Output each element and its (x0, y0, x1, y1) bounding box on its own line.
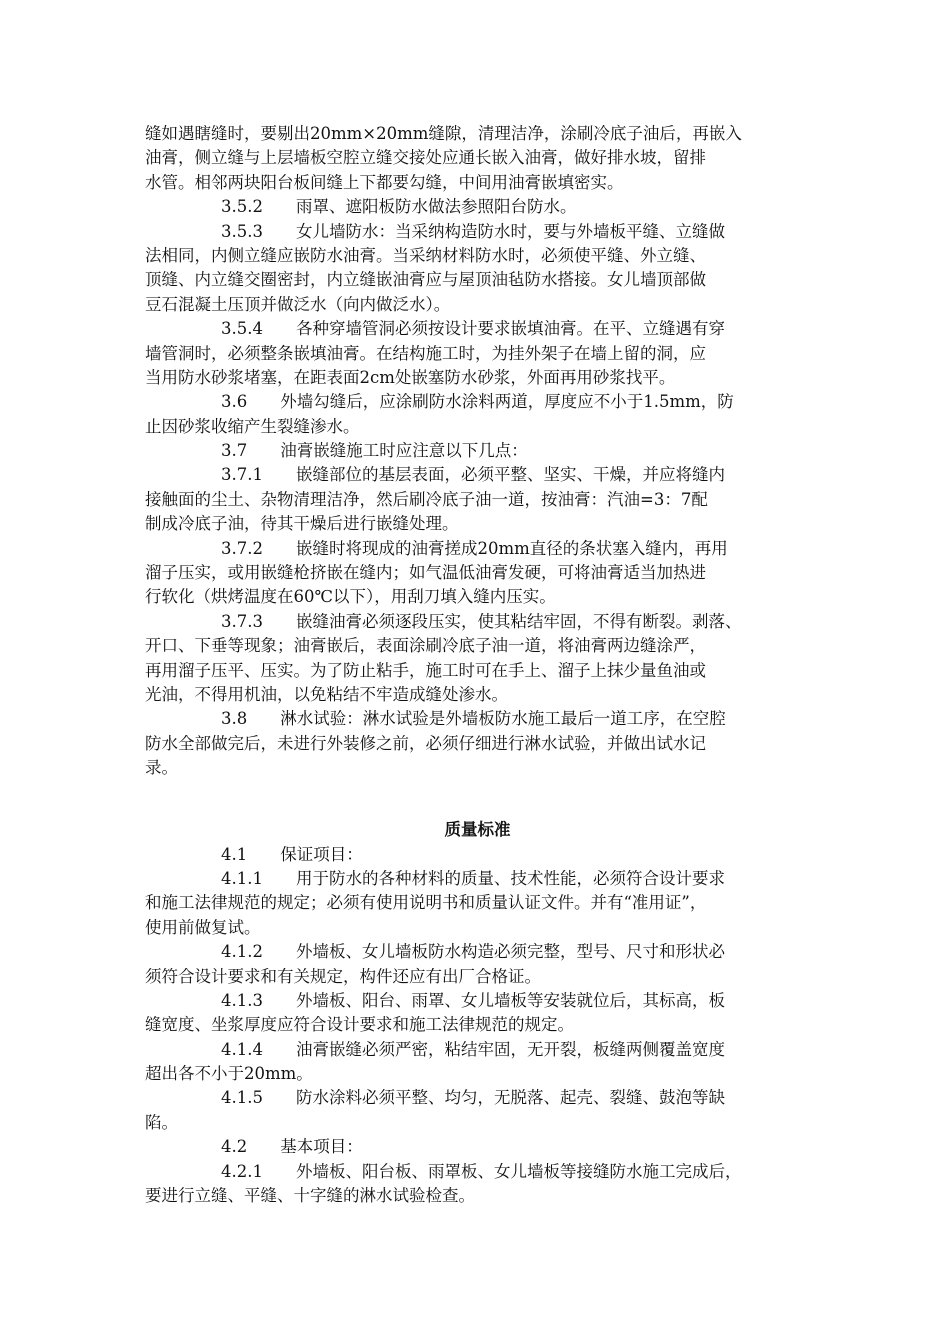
document-body (145, 122, 810, 1208)
paragraph-3-7 (145, 439, 810, 463)
text-line: 豆石混凝土压顶并做泛水（向内做泛水）。 (145, 294, 451, 314)
paragraph-3-5-2 (145, 195, 810, 219)
text-line: 4.2.1 外墙板、阳台板、雨罩板、女儿墙板等接缝防水施工完成后， (221, 1161, 742, 1181)
text-line: 再用溜子压平、压实。为了防止粘手，施工时可在手上、溜子上抹少量鱼油或 (145, 660, 706, 680)
text-line: 接触面的尘土、杂物清理洁净，然后刷冷底子油一道，按油膏：汽油=3：7配 (145, 489, 708, 509)
paragraph-3-7-1 (145, 463, 810, 536)
paragraph-3-5-3 (145, 220, 810, 318)
text-line: 3.5.4 各种穿墙管洞必须按设计要求嵌填油膏。在平、立缝遇有穿 (221, 319, 725, 339)
text-line: 4.1 保证项目： (221, 844, 363, 864)
text-line: 3.7.1 嵌缝部位的基层表面，必须平整、坚实、干燥，并应将缝内 (221, 465, 725, 485)
paragraph-3-6 (145, 390, 810, 439)
paragraph-4-1-2 (145, 940, 810, 989)
paragraph-4-1-3 (145, 989, 810, 1038)
text-line: 当用防水砂浆堵塞，在距表面2cm处嵌塞防水砂浆，外面再用砂浆找平。 (145, 367, 676, 387)
text-line: 3.5.3 女儿墙防水：当采纳构造防水时，要与外墙板平缝、立缝做 (221, 221, 725, 241)
text-line: 要进行立缝、平缝、十字缝的淋水试验检查。 (145, 1186, 475, 1206)
paragraph-3-5-8-continued (145, 122, 810, 195)
text-line: 3.5.2 雨罩、遮阳板防水做法参照阳台防水。 (221, 197, 577, 217)
text-line: 墙管洞时，必须整条嵌填油膏。在结构施工时，为挂外架子在墙上留的洞，应 (145, 343, 706, 363)
text-line: 开口、下垂等现象；油膏嵌后，表面涂刷冷底子油一道，将油膏两边缝涂严， (145, 636, 706, 656)
text-line: 和施工法律规范的规定；必须有使用说明书和质量认证文件。并有“准用证”， (145, 893, 707, 913)
text-line: 4.2 基本项目： (221, 1137, 363, 1157)
paragraph-3-7-3 (145, 610, 810, 708)
text-line: 3.7 油膏嵌缝施工时应注意以下几点： (221, 441, 528, 461)
text-line: 溜子压实，或用嵌缝枪挤嵌在缝内；如气温低油膏发硬，可将油膏适当加热进 (145, 563, 706, 583)
text-line: 4.1.3 外墙板、阳台、雨罩、女儿墙板等安装就位后，其标高，板 (221, 990, 725, 1010)
text-line: 3.6 外墙勾缝后，应涂刷防水涂料两道，厚度应不小于1.5mm，防 (221, 392, 734, 412)
text-line: 制成冷底子油，待其干燥后进行嵌缝处理。 (145, 514, 459, 534)
text-line: 油膏，侧立缝与上层墙板空腔立缝交接处应通长嵌入油膏，做好排水坡，留排 (145, 148, 706, 168)
text-line: 止因砂浆收缩产生裂缝渗水。 (145, 416, 360, 436)
paragraph-4-1-1 (145, 867, 810, 940)
paragraph-3-5-4 (145, 317, 810, 390)
text-line: 3.8 淋水试验：淋水试验是外墙板防水施工最后一道工序，在空腔 (221, 709, 726, 729)
text-line: 法相同，内侧立缝应嵌防水油膏。当采纳材料防水时，必须使平缝、外立缝、 (145, 245, 706, 265)
section-heading: 质量标准 (444, 819, 511, 839)
paragraph-3-7-2 (145, 537, 810, 610)
text-line: 缝如遇瞎缝时，要剔出20mm×20mm缝隙，清理洁净，涂刷冷底子油后，再嵌入 (145, 124, 742, 143)
text-line: 使用前做复试。 (145, 917, 261, 937)
text-line: 顶缝、内立缝交圈密封，内立缝嵌油膏应与屋顶油毡防水搭接。女儿墙顶部做 (145, 270, 706, 290)
text-line: 水管。相邻两块阳台板间缝上下都要勾缝，中间用油膏嵌填密实。 (145, 172, 624, 192)
section-spacer (145, 781, 810, 817)
text-line: 4.1.4 油膏嵌缝必须严密，粘结牢固，无开裂，板缝两侧覆盖宽度 (221, 1039, 725, 1059)
text-line: 陷。 (145, 1112, 178, 1132)
paragraph-3-8 (145, 707, 810, 780)
paragraph-4-1 (145, 843, 810, 867)
paragraph-4-1-5 (145, 1086, 810, 1135)
paragraph-4-2 (145, 1135, 810, 1159)
text-line: 录。 (145, 758, 178, 778)
text-line: 4.1.1 用于防水的各种材料的质量、技术性能，必须符合设计要求 (221, 868, 725, 888)
text-line: 3.7.3 嵌缝油膏必须逐段压实，使其粘结牢固，不得有断裂。剥落、 (221, 611, 742, 631)
text-line: 防水全部做完后，未进行外装修之前，必须仔细进行淋水试验，并做出试水记 (145, 733, 706, 753)
text-line: 超出各不小于20mm。 (145, 1064, 313, 1084)
text-line: 4.1.5 防水涂料必须平整、均匀，无脱落、起壳、裂缝、鼓泡等缺 (221, 1088, 725, 1108)
text-line: 光油，不得用机油，以免粘结不牢造成缝处渗水。 (145, 684, 508, 704)
text-line: 4.1.2 外墙板、女儿墙板防水构造必须完整，型号、尺寸和形状必 (221, 942, 725, 962)
paragraph-4-1-4 (145, 1038, 810, 1087)
text-line: 缝宽度、坐浆厚度应符合设计要求和施工法律规范的规定。 (145, 1015, 574, 1035)
text-line: 须符合设计要求和有关规定，构件还应有出厂合格证。 (145, 966, 541, 986)
paragraph-4-2-1 (145, 1160, 810, 1209)
text-line: 行软化（烘烤温度在60℃以下），用刮刀填入缝内压实。 (145, 587, 556, 607)
text-line: 3.7.2 嵌缝时将现成的油膏搓成20mm直径的条状塞入缝内，再用 (221, 538, 728, 558)
